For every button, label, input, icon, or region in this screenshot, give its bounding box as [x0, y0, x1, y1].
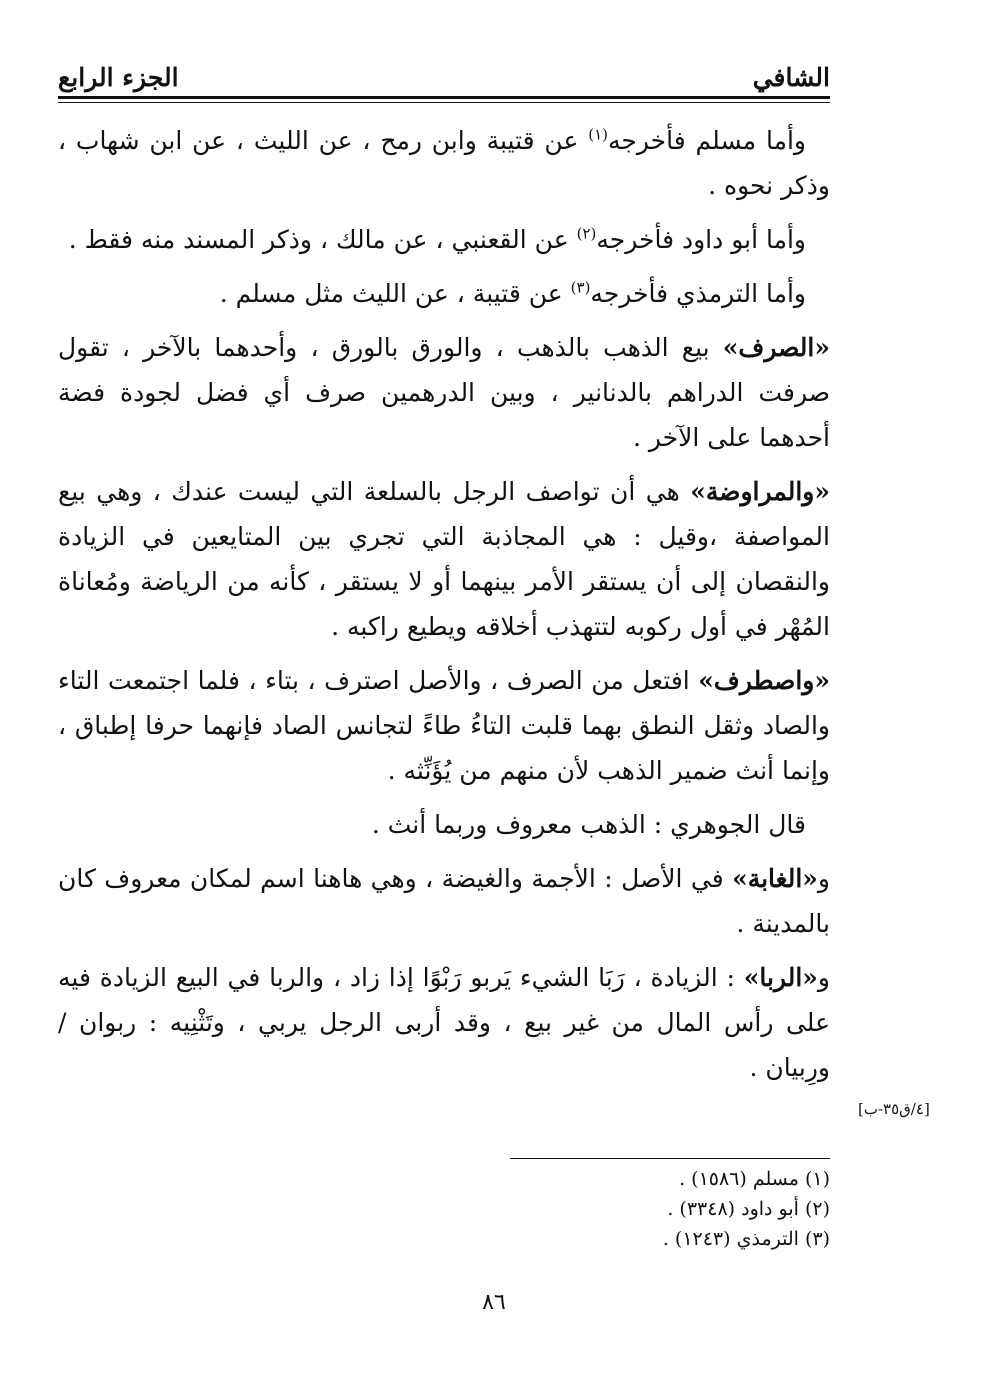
footnote-ref-3[interactable]: (٣)	[570, 278, 591, 297]
footnote-ref-1[interactable]: (١)	[588, 125, 609, 144]
paragraph-murawada: «والمراوضة» هي أن تواصف الرجل بالسلعة التي ليست عندك ، وهي بيع المواصفة ،وقيل : هي المجاذبة التي تجري بين المتايعين في الزيادة والنقصان إلى أن يستقر الأمر بينهما أو لا يستقر ، كأنه من الرياضة ومُعاناة المُهْر في أول ركوبه لتتهذب أخلاقه ويطيع راكبه .	[58, 477, 830, 641]
running-header	[58, 52, 830, 92]
term-heading: «الصرف»	[722, 333, 830, 362]
page-number: ٨٦	[482, 1290, 506, 1315]
paragraph-istarafa: «واصطرف» افتعل من الصرف ، والأصل اصترف ، بتاء ، فلما اجتمعت التاء والصاد وثقل النطق بهما قلبت التاءُ طاءً لتجانس الصاد فإنهما حرفا إطباق ، وإنما أنث ضمير الذهب لأن منهم من يُؤَنِّثه .	[58, 666, 830, 785]
volume-label: الجزء الرابع	[58, 63, 179, 92]
header-rule-thick	[58, 96, 830, 99]
header-rule-thin	[58, 102, 830, 103]
paragraph-riba: و«الربا» : الزيادة ، رَبَا الشيء يَربو رَبْوًا إذا زاد ، والربا في البيع الزيادة فيه على رأس المال من غير بيع ، وقد أربى الرجل يربي ، وتَثْنِيه : ربوان / ورِبيان .	[58, 963, 830, 1082]
footnote-2: (٢) أبو داود (٣٣٤٨) .	[667, 1198, 830, 1220]
footnotes	[400, 1164, 830, 1254]
footnote-3: (٣) الترمذي (١٢٤٣) .	[662, 1228, 830, 1250]
paragraph-sarf: «الصرف» بيع الذهب بالذهب ، والورق بالورق ، وأحدهما بالآخر ، تقول صرفت الدراهم بالدنانير ، وبين الدرهمين صرف أي فضل لجودة فضة أحدهما على الآخر .	[58, 333, 830, 452]
term-heading: «الغابة»	[732, 864, 818, 893]
paragraph-muslim: وأما مسلم فأخرجه$^{(١)}$ عن قتيبة وابن رمح ، عن الليث ، عن ابن شهاب ، وذكر نحوه .	[58, 125, 830, 200]
footnote-ref-2[interactable]: (٢)	[576, 224, 597, 243]
term-heading: «والمراوضة»	[690, 477, 830, 506]
term-heading: «واصطرف»	[698, 666, 830, 695]
term-heading: «الربا»	[743, 963, 818, 992]
paragraph-tirmidhi: وأما الترمذي فأخرجه$^{(٣)}$ عن قتيبة ، عن الليث مثل مسلم .	[219, 278, 806, 308]
footnote-1: (١) مسلم (١٥٨٦) .	[679, 1168, 830, 1190]
footnote-separator	[510, 1158, 830, 1159]
main-text	[58, 118, 830, 1099]
book-title: الشافي	[752, 63, 830, 92]
paragraph-jawhari: قال الجوهري : الذهب معروف وربما أنث .	[371, 810, 806, 839]
manuscript-folio-note: [٤/ق٣٥-ب]	[858, 1100, 930, 1118]
paragraph-abu-dawud: وأما أبو داود فأخرجه$^{(٢)}$ عن القعنبي ، عن مالك ، وذكر المسند منه فقط .	[68, 224, 806, 254]
paragraph-ghaba: و«الغابة» في الأصل : الأجمة والغيضة ، وهي هاهنا اسم لمكان معروف كان بالمدينة .	[58, 864, 830, 938]
